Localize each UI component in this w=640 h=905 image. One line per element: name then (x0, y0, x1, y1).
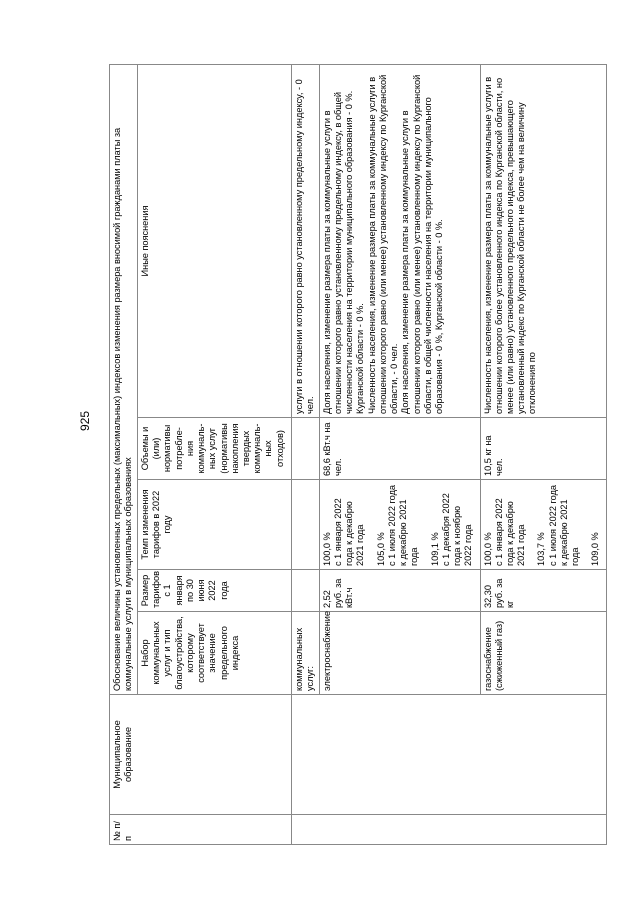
rotated-table-wrapper (109, 65, 607, 845)
consumption-volume: 68,6 кВт.ч на чел. (319, 418, 480, 480)
tariff-tempo: 100,0 % с 1 января 2022 года к декабрю 2021 года 103,7 % с 1 июля 2022 года к декабрю 2021 года 109,0 % (480, 480, 606, 570)
consumption-volume: 10,5 кг на чел. (480, 418, 606, 480)
service-lpg: газоснабжение (сжиженный газ) (480, 612, 606, 695)
justification-table (109, 64, 607, 845)
tariff-size: 2,52 руб. за кВт.ч (319, 570, 480, 612)
cell-municipality (291, 695, 606, 815)
tariff-size: 32,30 руб. за кг (480, 570, 606, 612)
notes-cell: Доля населения, изменение размера платы за коммунальные услуги в отношении которого равно установленному предельному индексу, в общей численности населения на территории муниципального образования - 0 %. Курганской области - 0 %. Численность населения, изменение размера платы за коммунальные услуги в отношении которого равно (или менее) установленному индексу по Курганской области, - 0 чел. Доля населения, изменение размера платы за коммунальные услуги в отношении которого равно (или менее) установленному индексу по Курганской области, в общей численности населения на территории муниципального образования - 0 %, Курганской области - 0 %. (319, 64, 480, 417)
cell-num (291, 815, 606, 845)
header-notes: Иные пояснения (137, 64, 291, 417)
notes-cell: Численность населения, изменение размера платы за коммунальные услуги в отношении которого более установленного индекса по Курганской области, но менее (или равно) установленного предельного индекса, превышающего установленный индекс по Курганской области не более чем на величину отклонения по (480, 64, 606, 417)
section-note: услуги в отношении которого равно установленному предельному индексу, - 0 чел. (291, 64, 319, 417)
table-title: Обоснование величины установленных предельных (максимальных) индексов изменения размера вносимой гражданами платы за коммунальные услуги в муниципальных образованиях (110, 64, 138, 694)
header-tempo: Темп изменения тарифов в 2022 году (137, 480, 291, 570)
service-electricity: электроснабжение (319, 612, 480, 695)
section-row (291, 64, 319, 844)
header-volume: Объемы и (или) нормативы потребле-ния коммуналь-ных услуг (нормативы накопления твердых коммуналь-ных отходов) (137, 418, 291, 480)
header-set: Набор коммунальных услуг и тип благоустройства, которому соответствует значение предельного индекса (137, 612, 291, 695)
header-municipality: Муниципальное образование (110, 695, 292, 815)
section-label: коммунальных услуг: (291, 612, 319, 695)
tariff-tempo: 100,0 % с 1 января 2022 года к декабрю 2021 года 105,0 % с 1 июля 2022 года к декабрю 2021 года 109,1 % с 1 декабря 2022 года к ноябрю 2022 года (319, 480, 480, 570)
header-size: Размер тарифов с 1 января по 30 июня 2022 года (137, 570, 291, 612)
header-num: № п/п (110, 815, 292, 845)
page-number: 925 (78, 410, 92, 432)
